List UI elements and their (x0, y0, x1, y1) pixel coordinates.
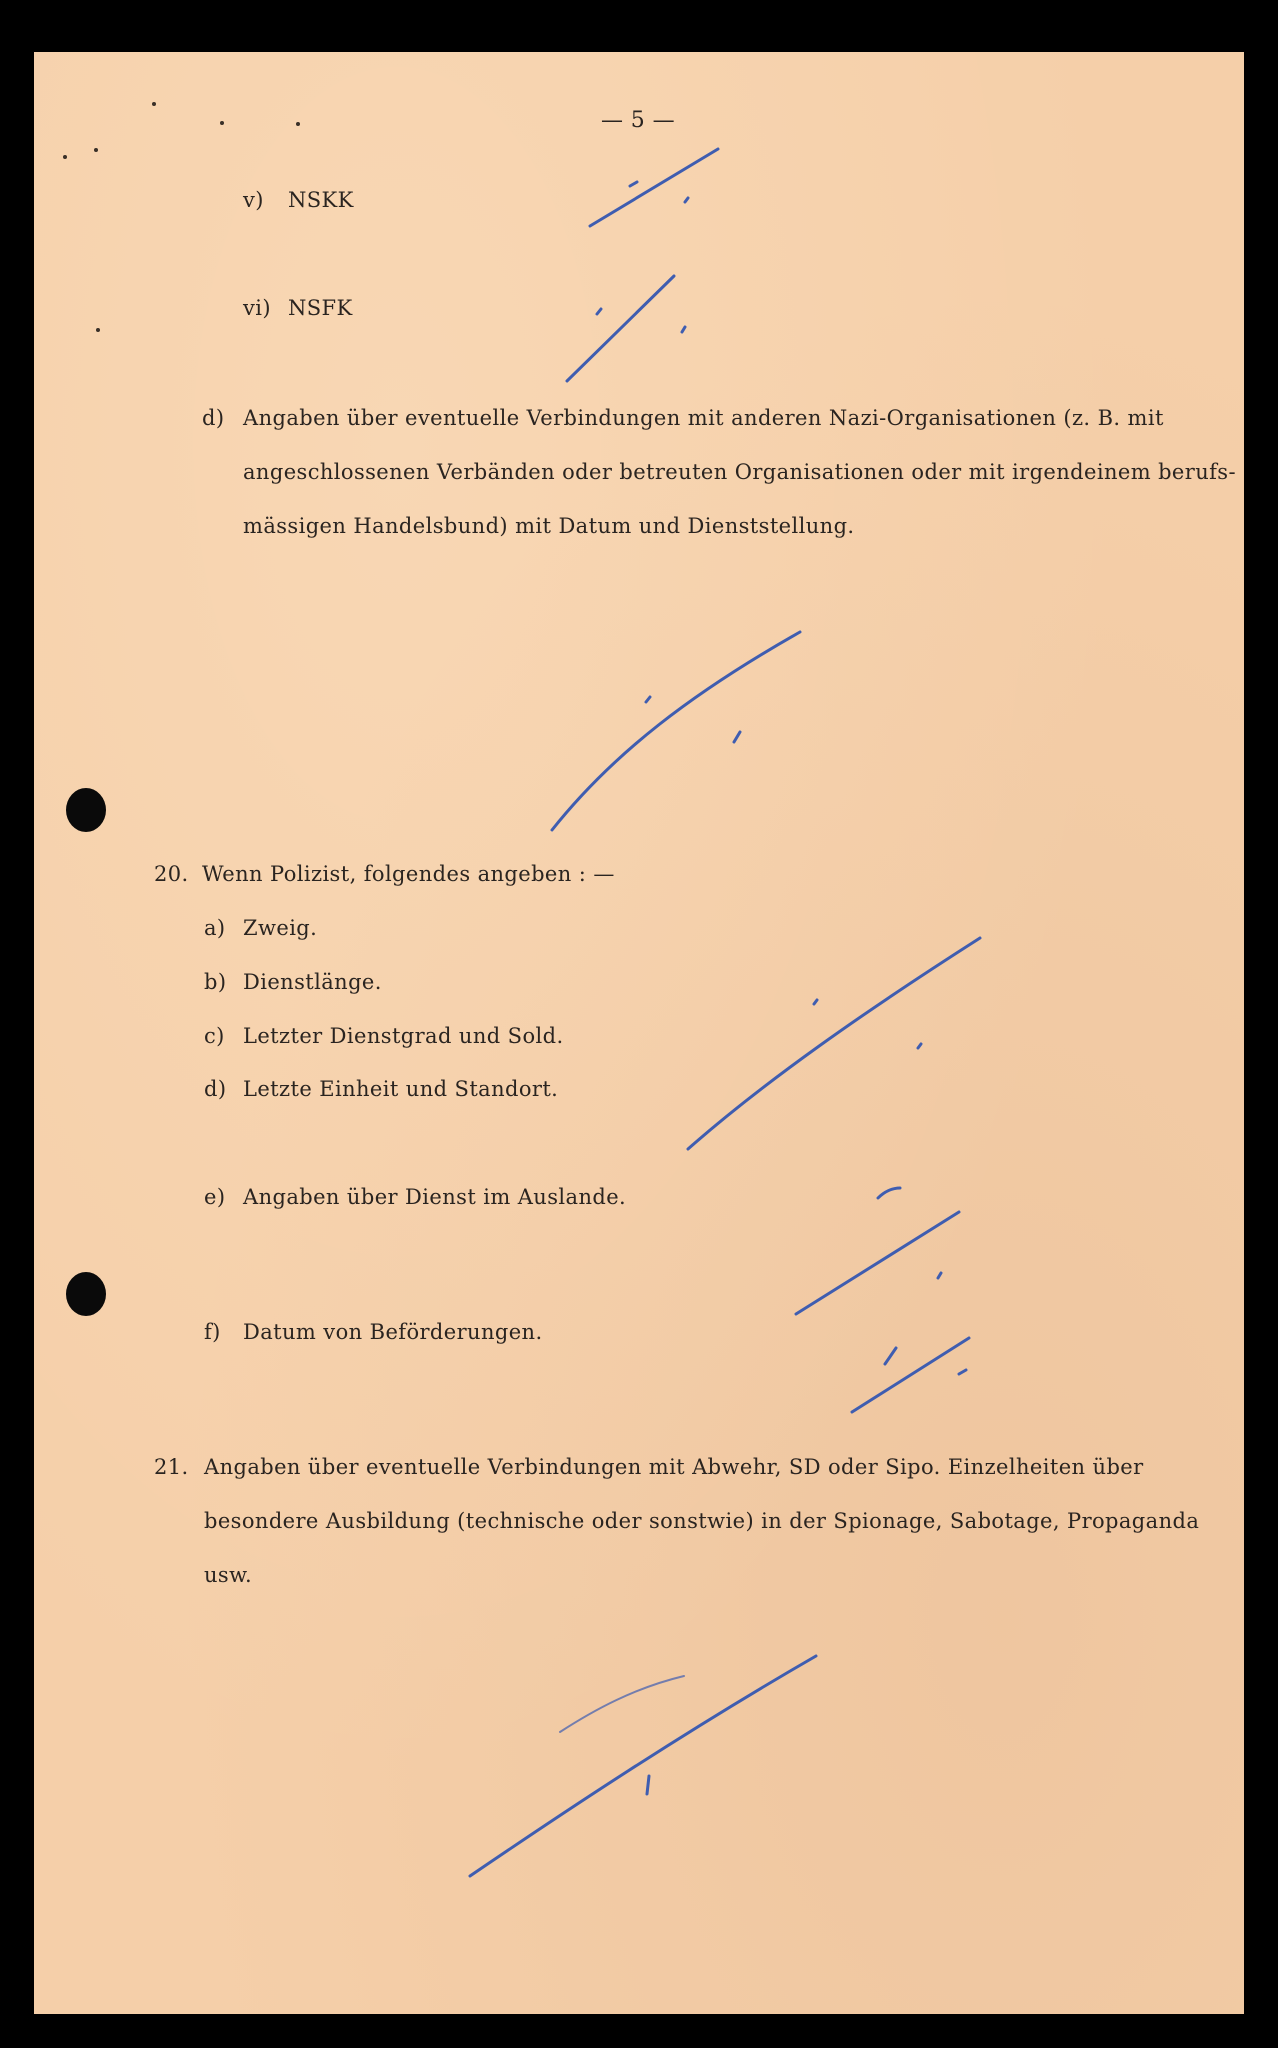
q20-d-marker: d) (204, 1077, 227, 1101)
item-d-line-3: mässigen Handelsbund) mit Datum und Dienststellung. (243, 514, 855, 538)
q20-f-marker: f) (204, 1320, 221, 1344)
pen-stroke (796, 1212, 959, 1314)
pen-stroke-faint (560, 1676, 684, 1732)
q21-line-3: usw. (204, 1563, 253, 1587)
pen-tick (734, 732, 740, 742)
q20-f-text: Datum von Beförderungen. (243, 1320, 543, 1344)
item-d-marker: d) (202, 406, 225, 430)
q20-b-text: Dienstlänge. (243, 970, 382, 994)
punch-hole-upper (66, 788, 106, 832)
q20-b-marker: b) (204, 970, 227, 994)
q20-c-text: Letzter Dienstgrad und Sold. (243, 1024, 564, 1048)
pen-tick (959, 1370, 966, 1374)
item-vi-label: NSFK (288, 296, 353, 320)
pen-stroke (590, 149, 718, 226)
pen-tick (814, 1000, 817, 1004)
q20-d-text: Letzte Einheit und Standort. (243, 1077, 559, 1101)
q21-line-2: besondere Ausbildung (technische oder sonstwie) in der Spionage, Sabotage, Propaganda (204, 1509, 1200, 1533)
q20-c-marker: c) (204, 1024, 225, 1048)
pen-tick (647, 1776, 649, 1794)
item-vi-marker: vi) (243, 296, 271, 320)
pen-tick (878, 1188, 900, 1198)
pen-stroke (852, 1338, 969, 1412)
item-v-label: NSKK (288, 188, 354, 212)
q20-e-text: Angaben über Dienst im Auslande. (243, 1185, 627, 1209)
pen-stroke (688, 938, 980, 1149)
q20-number: 20. (154, 862, 189, 886)
pen-stroke (567, 276, 674, 381)
punch-hole-lower (66, 1272, 106, 1316)
pen-tick (646, 697, 650, 702)
pen-strike-marks (34, 52, 1244, 2014)
q20-text: Wenn Polizist, folgendes angeben : — (202, 862, 615, 886)
q20-e-marker: e) (204, 1185, 226, 1209)
q20-a-text: Zweig. (243, 916, 318, 940)
pen-tick (918, 1044, 921, 1048)
pen-tick (938, 1273, 941, 1278)
page-number: — 5 — (601, 108, 675, 133)
q21-line-1: Angaben über eventuelle Verbindungen mit Abwehr, SD oder Sipo. Einzelheiten über (204, 1455, 1144, 1479)
pen-stroke (552, 632, 800, 830)
pen-tick (682, 327, 685, 332)
pen-tick (685, 198, 688, 202)
paper-sheet (34, 52, 1244, 2014)
pen-tick (597, 309, 601, 314)
item-v-marker: v) (243, 188, 264, 212)
item-d-line-2: angeschlossenen Verbänden oder betreuten Organisationen oder mit irgendeinem berufs- (243, 460, 1236, 484)
pen-tick (885, 1348, 896, 1364)
q21-number: 21. (154, 1455, 189, 1479)
pen-tick (630, 182, 637, 186)
item-d-line-1: Angaben über eventuelle Verbindungen mit anderen Nazi-Organisationen (z. B. mit (243, 406, 1164, 430)
q20-a-marker: a) (204, 916, 226, 940)
